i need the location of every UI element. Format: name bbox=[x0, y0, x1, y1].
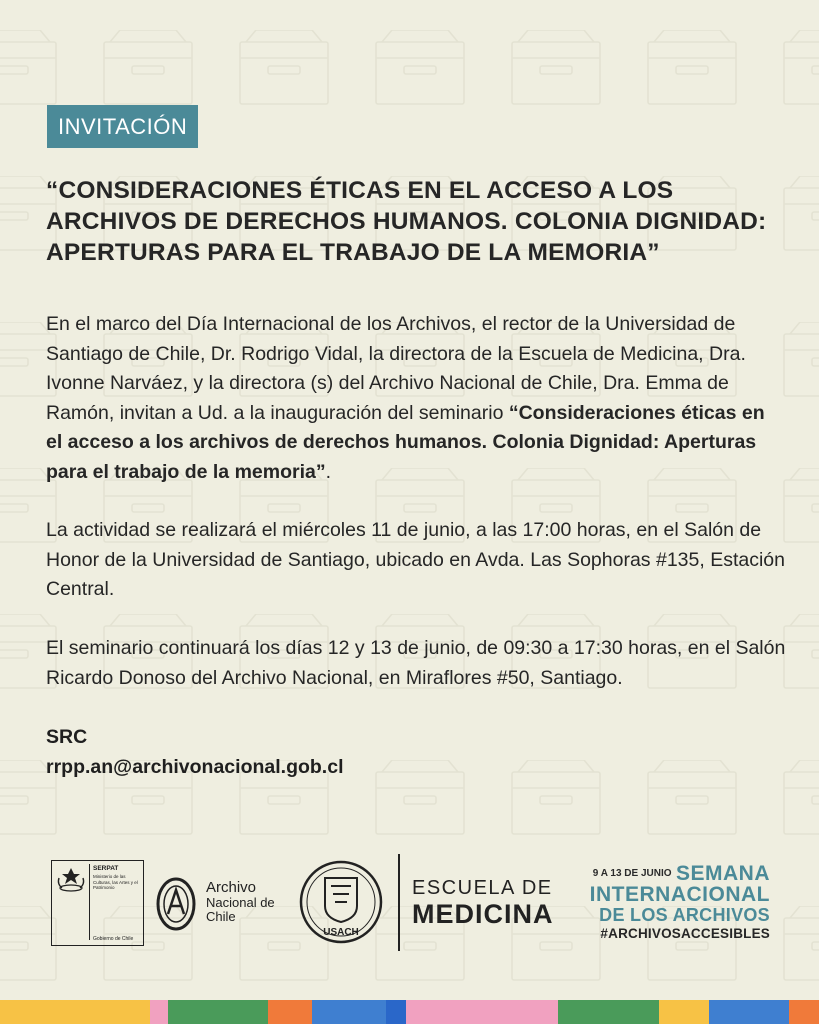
stripe-segment bbox=[150, 1000, 168, 1024]
stripe-segment bbox=[406, 1000, 558, 1024]
invitation-text: En el marco del Día Internacional de los Archivos, el rector de la Universidad de Santiago de Chile, Dr. Rodrigo Vidal, la directora de la Escuela de Medicina, Dra. Ivonne Narváez, y la directora (s) del Archivo Nacional de Chile, Dra. Emma de Ramón, invitan a Ud. a la inauguración del seminario bbox=[46, 313, 746, 424]
chile-coat-of-arms-icon bbox=[54, 864, 88, 894]
escuela-line: ESCUELA DE bbox=[412, 877, 553, 899]
opening-details-paragraph: La actividad se realizará el miércoles 11 de junio, a las 17:00 horas, en el Salón de Honor de la Universidad de Santiago, ubicado en Avda. Las Sophoras #135, Estación Central. bbox=[46, 519, 785, 600]
serpat-government: Gobierno de Chile bbox=[93, 936, 134, 942]
invitation-paragraph bbox=[46, 310, 786, 487]
stripe-segment bbox=[312, 1000, 386, 1024]
semana-archivos-logo bbox=[576, 864, 770, 943]
serpat-divider bbox=[89, 864, 90, 940]
archivo-nacional-seal-icon bbox=[156, 876, 200, 932]
invitation-tag: INVITACIÓN bbox=[47, 105, 198, 148]
semana-hashtag: #ARCHIVOSACCESIBLES bbox=[600, 926, 770, 942]
continuation-details-paragraph: El seminario continuará los días 12 y 13 de junio, de 09:30 a 17:30 horas, en el Salón Ricardo Donoso del Archivo Nacional, en Miraflores #50, Santiago. bbox=[46, 637, 786, 689]
seminar-name-bold: “Consideraciones éticas en el acceso a los archivos de derechos humanos. Colonia Dignidad: Aperturas para el trabajo de la memoria” bbox=[46, 401, 765, 483]
color-stripe bbox=[0, 1000, 819, 1024]
archivo-nacional-logo bbox=[156, 876, 281, 932]
stripe-segment bbox=[659, 1000, 709, 1024]
escuela-medicina-logo bbox=[412, 877, 554, 929]
contact-block bbox=[46, 723, 344, 782]
semana-dates: 9 A 13 DE JUNIO bbox=[592, 868, 672, 879]
serpat-logo bbox=[51, 860, 144, 946]
stripe-segment bbox=[709, 1000, 789, 1024]
serpat-ministry: Ministerio de las Culturas, las Artes y el Patrimonio bbox=[93, 874, 138, 890]
archivo-subname: Nacional de Chile bbox=[206, 895, 275, 924]
usach-logo bbox=[299, 860, 383, 944]
stripe-segment bbox=[268, 1000, 312, 1024]
stripe-segment bbox=[789, 1000, 819, 1024]
medicina-line: MEDICINA bbox=[412, 899, 554, 929]
semana-internacional: INTERNACIONAL bbox=[589, 883, 770, 907]
stripe-segment bbox=[168, 1000, 268, 1024]
paragraph-end: . bbox=[325, 460, 332, 483]
stripe-segment bbox=[386, 1000, 406, 1024]
archivo-name: Archivo bbox=[206, 879, 257, 896]
stripe-segment bbox=[558, 1000, 659, 1024]
semana-word: SEMANA bbox=[675, 862, 770, 885]
usach-label: USACH bbox=[323, 927, 359, 938]
logo-divider bbox=[398, 854, 400, 951]
stripe-segment bbox=[0, 1000, 150, 1024]
semana-de-los-archivos: DE LOS ARCHIVOS bbox=[599, 905, 770, 926]
serpat-name: SERPAT bbox=[93, 865, 119, 872]
contact-email[interactable]: rrpp.an@archivonacional.gob.cl bbox=[46, 755, 344, 778]
seminar-title: “CONSIDERACIONES ÉTICAS EN EL ACCESO A LOS ARCHIVOS DE DERECHOS HUMANOS. COLONIA DIGNIDAD: APERTURAS PARA EL TRABAJO DE LA MEMORIA” bbox=[46, 177, 767, 266]
contact-label: SRC bbox=[46, 726, 88, 748]
